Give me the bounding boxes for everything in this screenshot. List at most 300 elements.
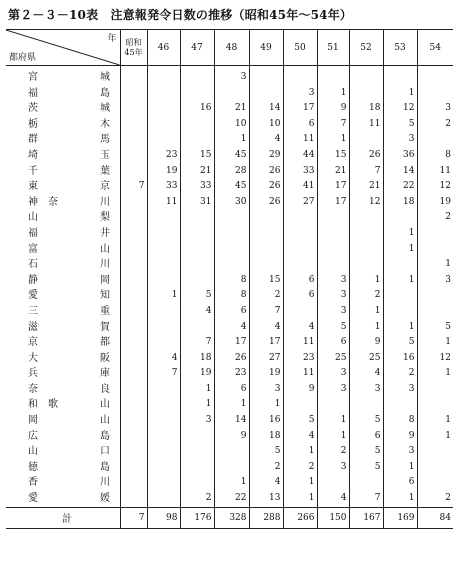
prefecture-name-part: 知 (100, 290, 110, 302)
value-cell: 4 (180, 304, 214, 320)
total-label: 計 (62, 514, 72, 526)
value-cell: 11 (349, 117, 383, 133)
prefecture-name-part: 埼 (28, 149, 38, 161)
value-cell (120, 475, 147, 491)
value-cell: 21 (349, 179, 383, 195)
table-row (6, 320, 453, 336)
prefecture-name-part: 福 (28, 87, 38, 99)
value-cell: 3 (317, 304, 349, 320)
prefecture-name-part: 重 (100, 305, 110, 317)
total-value: 288 (249, 507, 283, 528)
value-cell: 7 (349, 164, 383, 180)
prefecture-name-part: 川 (100, 196, 110, 208)
value-cell (383, 66, 417, 86)
value-cell: 33 (283, 164, 317, 180)
prefecture-name-part: 木 (100, 118, 110, 130)
value-cell: 11 (147, 195, 180, 211)
value-cell: 3 (383, 382, 417, 398)
value-cell: 17 (214, 335, 249, 351)
value-cell: 3 (249, 382, 283, 398)
value-cell: 1 (317, 132, 349, 148)
prefecture-name-part: 京 (100, 181, 110, 193)
table-row (6, 335, 453, 351)
prefecture-name-part: 愛 (28, 290, 38, 302)
value-cell: 1 (417, 257, 453, 273)
value-cell (147, 491, 180, 507)
prefecture-name-part: 井 (100, 227, 110, 239)
value-cell: 3 (349, 382, 383, 398)
prefecture-name (28, 210, 110, 226)
value-cell (283, 304, 317, 320)
year-header-45: 昭和 45年 (120, 30, 147, 66)
value-cell: 5 (317, 320, 349, 336)
value-cell: 7 (120, 179, 147, 195)
value-cell (147, 460, 180, 476)
prefecture-axis-label: 都府県 (9, 53, 37, 63)
prefecture-cell (6, 475, 120, 491)
table-row (6, 460, 453, 476)
year-header-48: 48 (214, 30, 249, 66)
value-cell: 4 (249, 320, 283, 336)
prefecture-name-part: 川 (100, 259, 110, 271)
value-cell (180, 257, 214, 273)
prefecture-name-part: 兵 (28, 368, 38, 380)
value-cell (214, 444, 249, 460)
value-cell: 16 (180, 101, 214, 117)
value-cell: 5 (417, 320, 453, 336)
value-cell (120, 491, 147, 507)
value-cell: 7 (147, 366, 180, 382)
value-cell: 1 (317, 86, 349, 102)
value-cell: 1 (214, 475, 249, 491)
value-cell: 8 (383, 413, 417, 429)
value-cell: 1 (417, 366, 453, 382)
prefecture-cell (6, 304, 120, 320)
prefecture-name-part: 山 (100, 415, 110, 427)
table-row (6, 86, 453, 102)
value-cell (283, 226, 317, 242)
prefecture-name-part: 玉 (100, 149, 110, 161)
table-row (6, 164, 453, 180)
value-cell: 23 (214, 366, 249, 382)
value-cell: 5 (349, 460, 383, 476)
value-cell (120, 195, 147, 211)
prefecture-cell (6, 397, 120, 413)
prefecture-name-part: 栃 (28, 118, 38, 130)
value-cell (180, 273, 214, 289)
value-cell: 5 (249, 444, 283, 460)
value-cell (120, 304, 147, 320)
value-cell: 1 (249, 397, 283, 413)
prefecture-cell (6, 195, 120, 211)
prefecture-cell (6, 242, 120, 258)
prefecture-name-part: 口 (100, 446, 110, 458)
value-cell: 33 (147, 179, 180, 195)
value-cell: 4 (349, 366, 383, 382)
prefecture-name-part: 滋 (28, 321, 38, 333)
value-cell: 11 (283, 366, 317, 382)
prefecture-name-part: 山 (100, 243, 110, 255)
prefecture-name (28, 475, 110, 491)
prefecture-cell (6, 86, 120, 102)
total-value: 167 (349, 507, 383, 528)
value-cell (417, 444, 453, 460)
value-cell: 8 (214, 273, 249, 289)
value-cell: 7 (317, 117, 349, 133)
value-cell (283, 257, 317, 273)
prefecture-name-part: 良 (100, 383, 110, 395)
value-cell: 1 (214, 397, 249, 413)
value-cell: 3 (180, 413, 214, 429)
prefecture-cell (6, 148, 120, 164)
year-header-49: 49 (249, 30, 283, 66)
value-cell: 5 (383, 335, 417, 351)
value-cell: 3 (383, 132, 417, 148)
prefecture-cell (6, 366, 120, 382)
table-row (6, 226, 453, 242)
prefecture-name-part: 川 (100, 477, 110, 489)
value-cell (317, 257, 349, 273)
prefecture-cell (6, 460, 120, 476)
prefecture-cell (6, 101, 120, 117)
value-cell: 1 (317, 429, 349, 445)
value-cell (147, 226, 180, 242)
prefecture-cell (6, 382, 120, 398)
prefecture-name (28, 179, 110, 195)
value-cell: 17 (283, 101, 317, 117)
prefecture-name-part: 都 (100, 337, 110, 349)
value-cell (147, 444, 180, 460)
prefecture-cell (6, 444, 120, 460)
year-header-52: 52 (349, 30, 383, 66)
value-cell (120, 117, 147, 133)
value-cell: 9 (214, 429, 249, 445)
table-row (6, 242, 453, 258)
header-row (6, 30, 453, 66)
value-cell (417, 288, 453, 304)
corner-header-cell (6, 30, 120, 66)
value-cell (417, 66, 453, 86)
value-cell: 1 (214, 132, 249, 148)
value-cell: 19 (147, 164, 180, 180)
table-row (6, 491, 453, 507)
prefecture-name (28, 242, 110, 258)
value-cell: 6 (283, 288, 317, 304)
value-cell (120, 444, 147, 460)
value-cell (349, 257, 383, 273)
value-cell: 1 (283, 475, 317, 491)
prefecture-name (28, 304, 110, 320)
value-cell (120, 351, 147, 367)
prefecture-cell (6, 335, 120, 351)
prefecture-cell (6, 226, 120, 242)
prefecture-name (28, 429, 110, 445)
total-value: 266 (283, 507, 317, 528)
total-value: 169 (383, 507, 417, 528)
value-cell (120, 66, 147, 86)
prefecture-name-part: 和 歌 (28, 399, 58, 411)
value-cell: 17 (249, 335, 283, 351)
value-cell: 26 (249, 179, 283, 195)
table-row (6, 413, 453, 429)
value-cell (180, 66, 214, 86)
value-cell: 1 (383, 491, 417, 507)
value-cell: 12 (349, 195, 383, 211)
value-cell (120, 148, 147, 164)
value-cell: 2 (249, 288, 283, 304)
value-cell (147, 273, 180, 289)
value-cell (120, 273, 147, 289)
table-row (6, 397, 453, 413)
prefecture-name-part: 石 (28, 259, 38, 271)
value-cell: 16 (249, 413, 283, 429)
value-cell: 2 (249, 460, 283, 476)
prefecture-name (28, 101, 110, 117)
value-cell (383, 288, 417, 304)
value-cell (283, 66, 317, 86)
value-cell (383, 304, 417, 320)
prefecture-name (28, 366, 110, 382)
value-cell (147, 66, 180, 86)
value-cell (249, 66, 283, 86)
value-cell: 10 (214, 117, 249, 133)
value-cell (349, 210, 383, 226)
value-cell: 33 (180, 179, 214, 195)
value-cell (180, 86, 214, 102)
value-cell (317, 397, 349, 413)
value-cell: 1 (349, 320, 383, 336)
total-value: 150 (317, 507, 349, 528)
value-cell (120, 226, 147, 242)
table-row (6, 351, 453, 367)
total-value: 98 (147, 507, 180, 528)
value-cell: 22 (214, 491, 249, 507)
value-cell (180, 444, 214, 460)
value-cell (349, 66, 383, 86)
table-row (6, 429, 453, 445)
value-cell: 6 (214, 304, 249, 320)
value-cell: 7 (249, 304, 283, 320)
prefecture-name-part: 岡 (100, 274, 110, 286)
value-cell (120, 413, 147, 429)
table-row (6, 195, 453, 211)
prefecture-cell (6, 257, 120, 273)
value-cell (147, 257, 180, 273)
prefecture-name-part: 愛 (28, 493, 38, 505)
value-cell: 12 (417, 351, 453, 367)
value-cell (147, 429, 180, 445)
value-cell (317, 475, 349, 491)
value-cell (120, 164, 147, 180)
prefecture-name-part: 馬 (100, 134, 110, 146)
prefecture-name (28, 86, 110, 102)
value-cell: 19 (417, 195, 453, 211)
prefecture-name (28, 335, 110, 351)
prefecture-name-part: 城 (100, 72, 110, 83)
value-cell (249, 86, 283, 102)
value-cell (147, 132, 180, 148)
value-cell (147, 475, 180, 491)
value-cell: 10 (249, 117, 283, 133)
value-cell: 6 (317, 335, 349, 351)
value-cell (120, 257, 147, 273)
prefecture-cell (6, 351, 120, 367)
prefecture-name (28, 320, 110, 336)
value-cell: 9 (317, 101, 349, 117)
value-cell: 26 (249, 195, 283, 211)
value-cell: 1 (180, 382, 214, 398)
value-cell: 2 (180, 491, 214, 507)
table-row (6, 257, 453, 273)
value-cell: 15 (317, 148, 349, 164)
value-cell: 45 (214, 179, 249, 195)
value-cell (120, 242, 147, 258)
table-row (6, 366, 453, 382)
value-cell (180, 117, 214, 133)
value-cell (349, 397, 383, 413)
value-cell (147, 242, 180, 258)
value-cell: 15 (180, 148, 214, 164)
value-cell: 27 (283, 195, 317, 211)
prefecture-cell (6, 491, 120, 507)
year-header-51: 51 (317, 30, 349, 66)
prefecture-name-part: 賀 (100, 321, 110, 333)
value-cell: 6 (349, 429, 383, 445)
prefecture-cell (6, 210, 120, 226)
value-cell (349, 132, 383, 148)
value-cell: 3 (317, 366, 349, 382)
value-cell: 27 (249, 351, 283, 367)
prefecture-name (28, 413, 110, 429)
prefecture-name-part: 阪 (100, 352, 110, 364)
value-cell: 3 (214, 66, 249, 86)
total-value: 84 (417, 507, 453, 528)
prefecture-name (28, 397, 110, 413)
value-cell (147, 382, 180, 398)
year-header-53: 53 (383, 30, 417, 66)
value-cell (417, 382, 453, 398)
year-axis-label: 年 (107, 34, 117, 44)
value-cell (417, 86, 453, 102)
year-header-50: 50 (283, 30, 317, 66)
value-cell: 36 (383, 148, 417, 164)
table-row (6, 288, 453, 304)
value-cell: 4 (249, 132, 283, 148)
value-cell: 1 (383, 273, 417, 289)
warning-days-table (6, 29, 453, 529)
prefecture-name-part: 島 (100, 87, 110, 99)
value-cell (120, 382, 147, 398)
value-cell: 26 (214, 351, 249, 367)
prefecture-name-part: 山 (100, 399, 110, 411)
prefecture-name (28, 257, 110, 273)
value-cell (417, 397, 453, 413)
prefecture-cell (6, 117, 120, 133)
value-cell (317, 210, 349, 226)
prefecture-name (28, 288, 110, 304)
value-cell (214, 460, 249, 476)
value-cell: 13 (249, 491, 283, 507)
value-cell: 8 (214, 288, 249, 304)
value-cell: 12 (417, 179, 453, 195)
table-row (6, 382, 453, 398)
value-cell: 6 (283, 117, 317, 133)
prefecture-cell (6, 320, 120, 336)
value-cell (120, 288, 147, 304)
prefecture-cell (6, 429, 120, 445)
value-cell (120, 397, 147, 413)
value-cell: 31 (180, 195, 214, 211)
value-cell (349, 86, 383, 102)
value-cell: 2 (383, 366, 417, 382)
value-cell: 1 (317, 413, 349, 429)
value-cell: 11 (417, 164, 453, 180)
value-cell: 1 (283, 491, 317, 507)
total-value: 176 (180, 507, 214, 528)
value-cell (147, 413, 180, 429)
value-cell: 3 (317, 382, 349, 398)
value-cell: 1 (349, 273, 383, 289)
prefecture-name (28, 132, 110, 148)
value-cell (180, 242, 214, 258)
total-row (6, 507, 453, 528)
value-cell: 14 (214, 413, 249, 429)
value-cell: 4 (283, 320, 317, 336)
value-cell: 25 (317, 351, 349, 367)
total-label-cell (6, 507, 120, 528)
value-cell (283, 397, 317, 413)
value-cell: 1 (283, 444, 317, 460)
value-cell (417, 132, 453, 148)
table-row (6, 117, 453, 133)
prefecture-name-part: 徳 (28, 461, 38, 473)
value-cell: 1 (349, 304, 383, 320)
prefecture-name-part: 梨 (100, 212, 110, 224)
value-cell: 17 (317, 195, 349, 211)
value-cell: 18 (349, 101, 383, 117)
value-cell (120, 460, 147, 476)
prefecture-name (28, 117, 110, 133)
value-cell (180, 132, 214, 148)
value-cell: 7 (349, 491, 383, 507)
value-cell (214, 226, 249, 242)
value-cell (249, 257, 283, 273)
value-cell: 3 (417, 273, 453, 289)
table-row (6, 304, 453, 320)
value-cell: 4 (249, 475, 283, 491)
prefecture-name (28, 460, 110, 476)
prefecture-name-part: 島 (100, 430, 110, 442)
value-cell (349, 242, 383, 258)
prefecture-name-part: 葉 (100, 165, 110, 177)
prefecture-name (28, 491, 110, 507)
total-value: 328 (214, 507, 249, 528)
value-cell (214, 242, 249, 258)
value-cell: 45 (214, 148, 249, 164)
value-cell: 18 (383, 195, 417, 211)
value-cell (120, 86, 147, 102)
prefecture-name-part: 福 (28, 227, 38, 239)
value-cell (214, 86, 249, 102)
value-cell (120, 320, 147, 336)
prefecture-cell (6, 164, 120, 180)
value-cell: 21 (180, 164, 214, 180)
value-cell: 1 (383, 242, 417, 258)
value-cell: 1 (147, 288, 180, 304)
prefecture-name-part: 媛 (100, 493, 110, 505)
table-row (6, 273, 453, 289)
prefecture-name-part: 千 (28, 165, 38, 177)
